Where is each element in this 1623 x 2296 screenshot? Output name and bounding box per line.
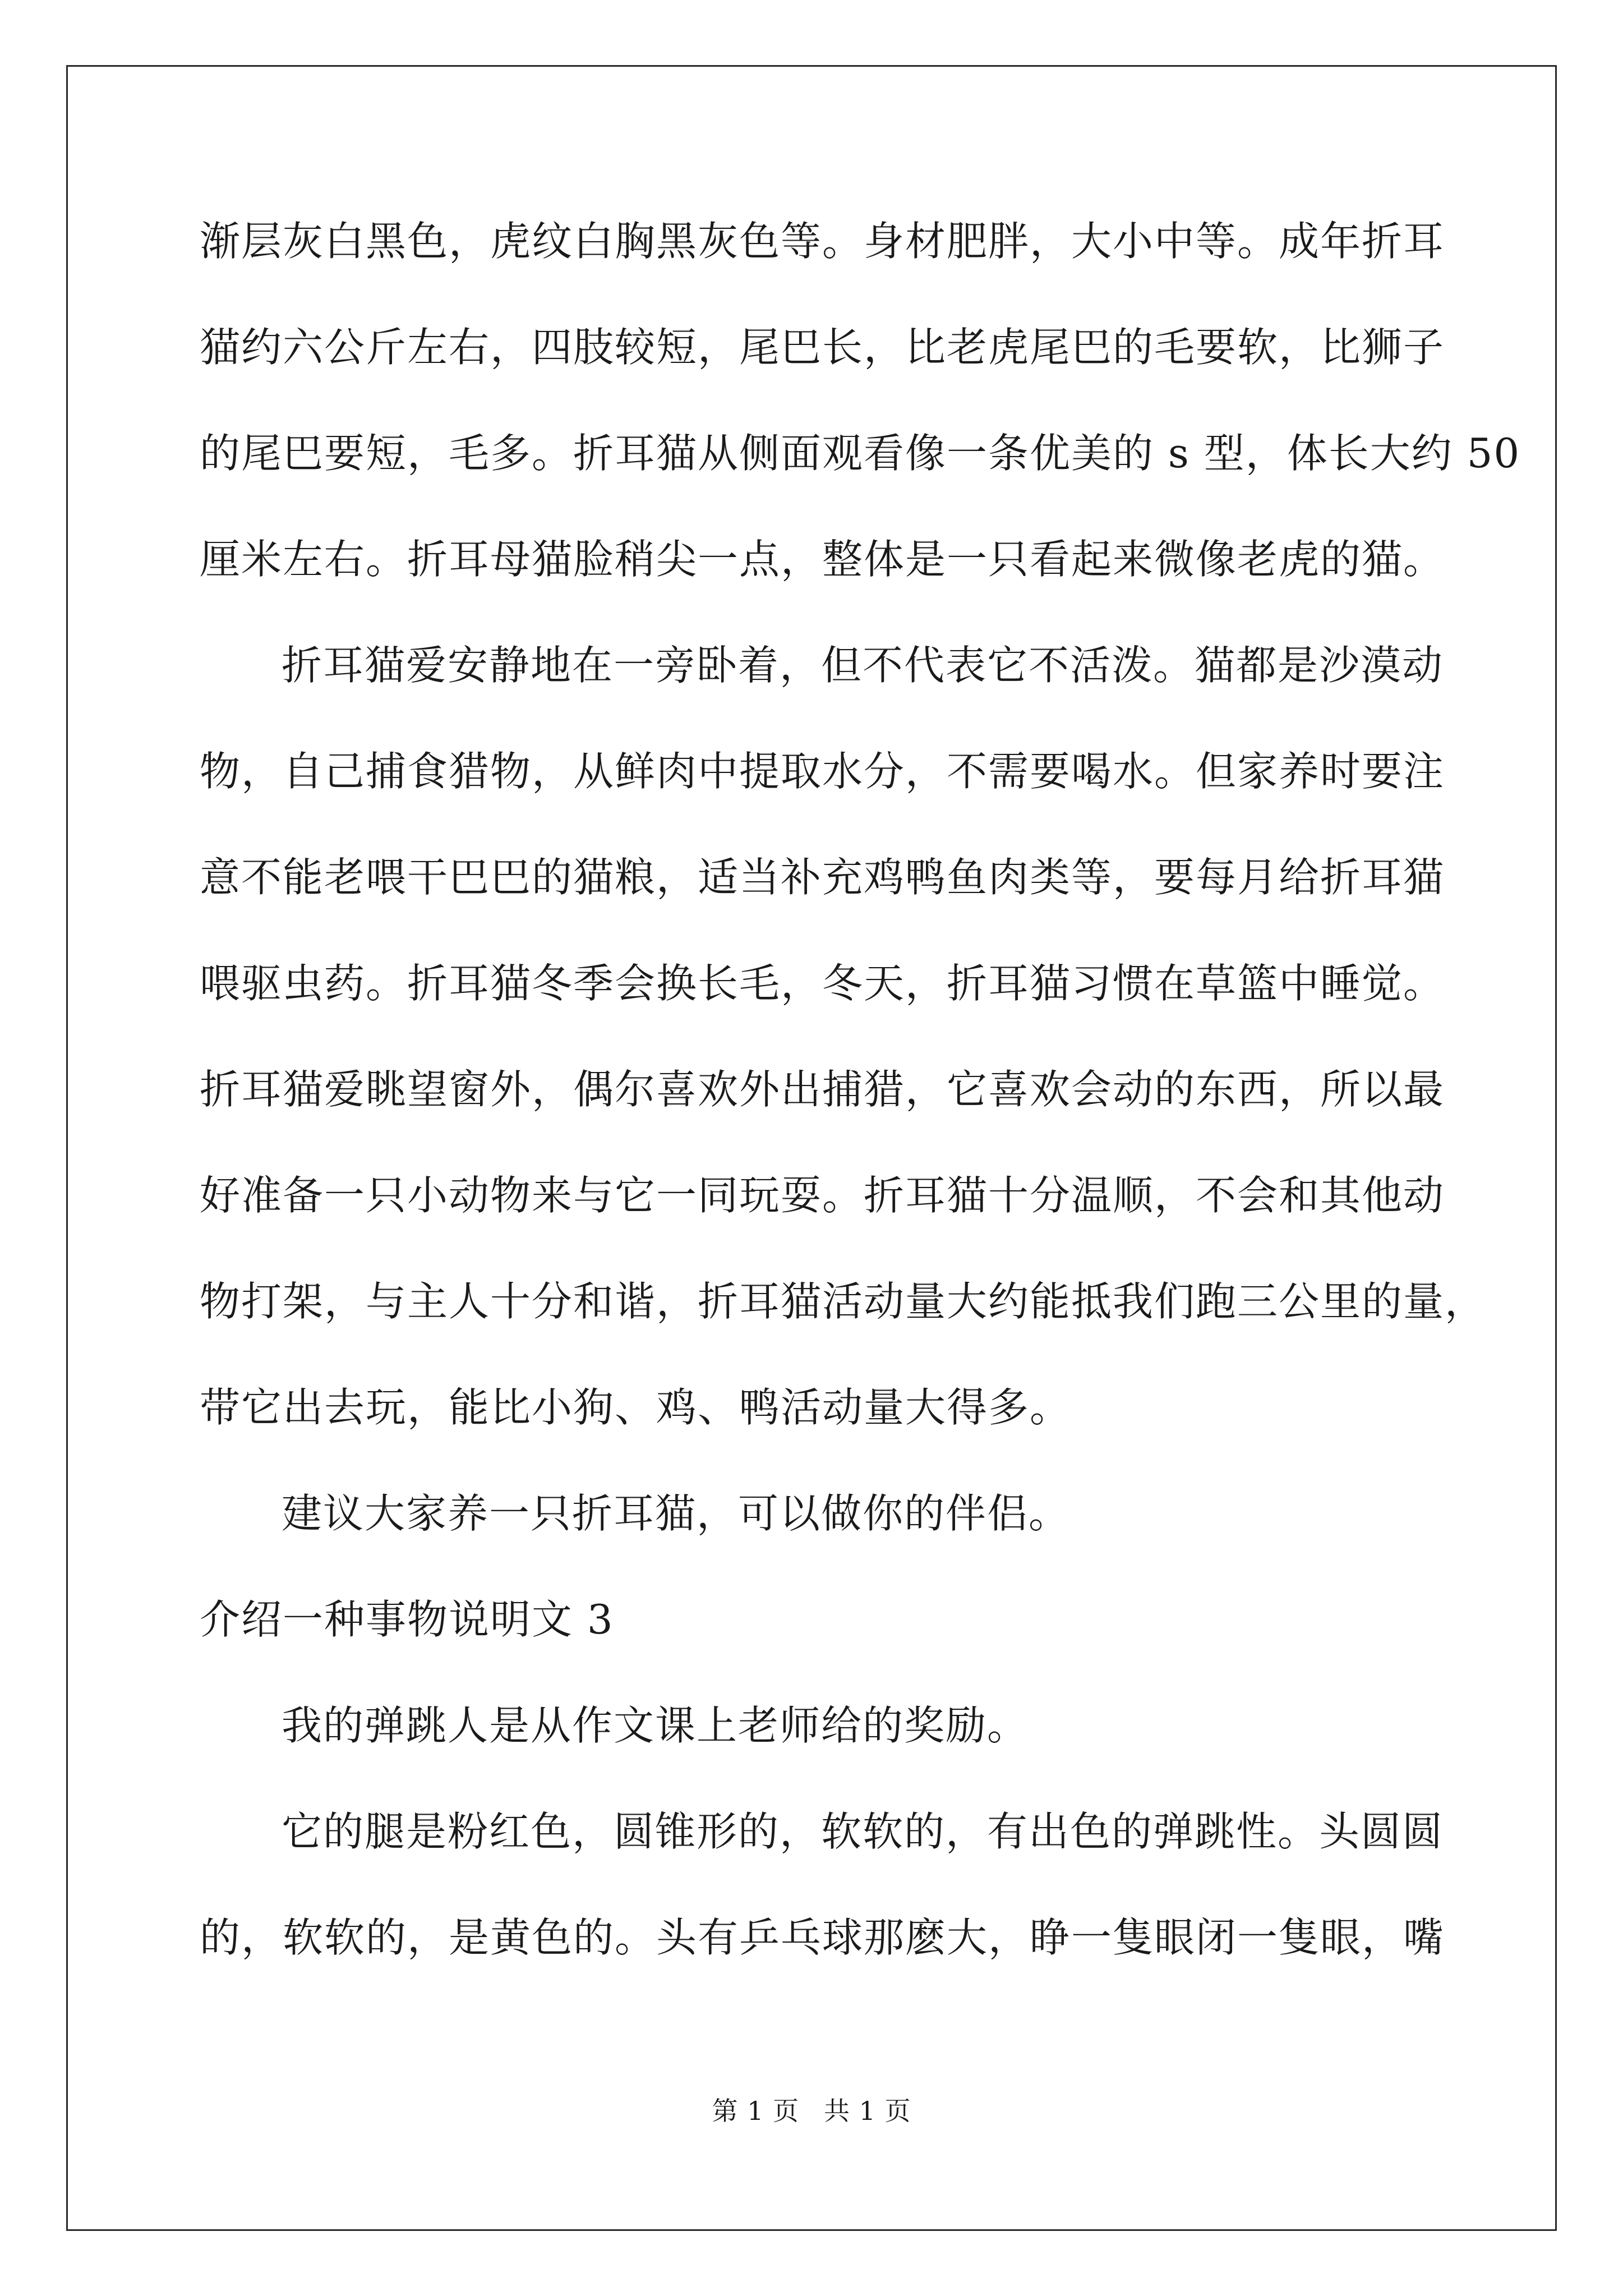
- page-total: 共 1 页: [824, 2096, 911, 2126]
- paragraph-first-line: 我的弹跳人是从作文课上老师给的奖励。: [282, 1702, 1029, 1749]
- page-number: 第 1 页: [712, 2096, 799, 2126]
- section-heading: 介绍一种事物说明文 3: [200, 1596, 614, 1643]
- paragraph-first-line: 折耳猫爱安静地在一旁卧着，但不代表它不活泼。猫都是沙漠动: [282, 642, 1444, 689]
- paragraph-first-line: 建议大家养一只折耳猫，可以做你的伴侣。: [282, 1490, 1071, 1537]
- text-line: 渐层灰白黑色，虎纹白胸黑灰色等。身材肥胖，大小中等。成年折耳: [200, 218, 1445, 265]
- text-line: 意不能老喂干巴巴的猫粮，适当补充鸡鸭鱼肉类等，要每月给折耳猫: [200, 854, 1445, 901]
- page-footer: [0, 2094, 1623, 2128]
- text-line: 喂驱虫药。折耳猫冬季会换长毛，冬天，折耳猫习惯在草篮中睡觉。: [200, 960, 1445, 1007]
- text-line: 厘米左右。折耳母猫脸稍尖一点，整体是一只看起来微像老虎的猫。: [200, 536, 1445, 583]
- text-line: 折耳猫爱眺望窗外，偶尔喜欢外出捕猎，它喜欢会动的东西，所以最: [200, 1066, 1445, 1113]
- document-body: [200, 213, 1521, 2016]
- text-line: 的尾巴要短，毛多。折耳猫从侧面观看像一条优美的 s 型，体长大约 50: [200, 430, 1521, 477]
- paragraph-first-line: 它的腿是粉红色，圆锥形的，软软的，有出色的弹跳性。头圆圆: [282, 1808, 1444, 1855]
- text-line: 好准备一只小动物来与它一同玩耍。折耳猫十分温顺，不会和其他动: [200, 1172, 1445, 1219]
- text-line: 猫约六公斤左右，四肢较短，尾巴长，比老虎尾巴的毛要软，比狮子: [200, 324, 1445, 371]
- text-line: 的，软软的，是黄色的。头有乒乓球那麽大，睁一隻眼闭一隻眼，嘴: [200, 1914, 1445, 1961]
- text-line: 物打架，与主人十分和谐，折耳猫活动量大约能抵我们跑三公里的量，: [200, 1278, 1487, 1325]
- text-line: 带它出去玩，能比小狗、鸡、鸭活动量大得多。: [200, 1384, 1072, 1431]
- text-line: 物，自己捕食猎物，从鲜肉中提取水分，不需要喝水。但家养时要注: [200, 748, 1445, 795]
